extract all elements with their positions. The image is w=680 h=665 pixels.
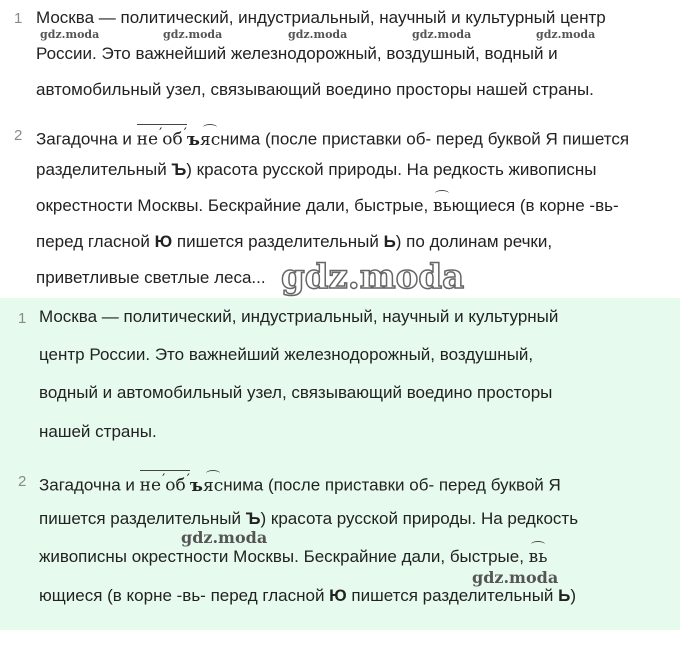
root-arc-mark: [200, 130, 220, 150]
text-segment: ) красота русской природы. На редкость живописны: [186, 160, 597, 179]
text-line: Москва — политический, индустриальный, научный и культурный центр: [36, 8, 606, 27]
answer-text-section: [0, 298, 680, 630]
watermark: gdz.moda: [40, 28, 100, 41]
soft-sign-bold: Ь: [558, 586, 571, 605]
text-segment: нима (после приставки об- перед буквой Я: [223, 475, 561, 495]
text-segment: нима (после приставки об- перед буквой Я пишется: [220, 129, 630, 149]
root-arc-mark: [203, 476, 223, 496]
text-line: водный и автомобильный узел, связывающий воедино просторы: [39, 383, 553, 402]
letter-yu-bold: Ю: [154, 232, 173, 251]
text-line: Москва — политический, индустриальный, научный и культурный: [39, 307, 559, 326]
stress-mark: ′: [159, 126, 163, 142]
hard-sign-letter: ъ: [189, 475, 203, 496]
hard-sign-letter: ъ: [186, 129, 200, 150]
watermark: gdz.moda: [181, 528, 268, 547]
prefix-ne-mark: [137, 124, 163, 150]
text-line: [39, 470, 561, 496]
text-line: автомобильный узел, связывающий воедино просторы нашей страны.: [36, 80, 594, 99]
text-line: [39, 547, 547, 567]
word-part: не: [136, 129, 159, 150]
watermark: gdz.moda: [472, 568, 559, 587]
text-line: центр России. Это важнейший железнодорожный, воздушный,: [39, 345, 534, 364]
stress-mark: ′: [186, 472, 190, 488]
text-line: России. Это важнейший железнодорожный, воздушный, водный и: [36, 44, 558, 63]
paragraph-number: 2: [14, 127, 23, 144]
text-segment: пишется разделительный: [172, 232, 384, 251]
text-segment: Загадочна и: [36, 129, 137, 149]
word-part: об: [162, 129, 183, 150]
hard-sign-bold: Ъ: [171, 160, 187, 179]
text-segment: ющиеся (в корне -вь-: [451, 196, 619, 215]
stress-mark: ′: [162, 472, 166, 488]
original-text-section: [0, 0, 680, 298]
root-arc-mark: [433, 196, 452, 216]
prefix-ob-mark: [165, 470, 190, 496]
word-part: об: [165, 475, 186, 496]
hard-sign-bold: Ъ: [245, 509, 261, 528]
word-part: яс: [202, 475, 224, 496]
text-segment: ): [570, 586, 577, 605]
text-segment: окрестности Москвы. Бескрайние дали, быстрые,: [36, 196, 433, 215]
text-line: [39, 509, 578, 529]
text-segment: ) красота русской природы. На редкость: [260, 509, 579, 528]
word-part: яс: [199, 129, 221, 150]
text-segment: ) по долинам речки,: [395, 232, 553, 251]
text-line: [36, 196, 619, 216]
word-part: вь: [432, 196, 452, 216]
watermark-large: gdz.moda: [281, 257, 465, 297]
text-line: [36, 124, 629, 150]
text-line: нашей страны.: [39, 422, 157, 441]
letter-yu-bold: Ю: [329, 586, 347, 605]
word-part: вь: [528, 547, 548, 567]
text-segment: пишется разделительный: [346, 586, 559, 605]
watermark: gdz.moda: [163, 28, 223, 41]
text-segment: пишется разделительный: [39, 509, 246, 528]
prefix-ob-mark: [162, 124, 187, 150]
stress-mark: ′: [183, 126, 187, 142]
text-segment: перед гласной: [36, 232, 155, 251]
watermark: gdz.moda: [536, 28, 596, 41]
text-line: [39, 586, 576, 606]
root-arc-mark: [529, 547, 548, 567]
prefix-ne-mark: [140, 470, 166, 496]
text-segment: Загадочна и: [39, 475, 140, 495]
text-segment: разделительный: [36, 160, 172, 179]
word-part: не: [139, 475, 162, 496]
paragraph-number: 2: [18, 473, 27, 490]
watermark: gdz.moda: [412, 28, 472, 41]
soft-sign-bold: Ь: [383, 232, 396, 251]
text-line: приветливые светлые леса...: [36, 268, 266, 287]
paragraph-number: 1: [18, 310, 27, 327]
text-line: [36, 160, 597, 180]
paragraph-number: 1: [14, 10, 23, 27]
text-line: [36, 232, 552, 252]
watermark: gdz.moda: [288, 28, 348, 41]
text-segment: ющиеся (в корне -вь- перед гласной: [39, 586, 330, 605]
text-segment: живописны окрестности Москвы. Бескрайние дали, быстрые,: [39, 547, 529, 566]
